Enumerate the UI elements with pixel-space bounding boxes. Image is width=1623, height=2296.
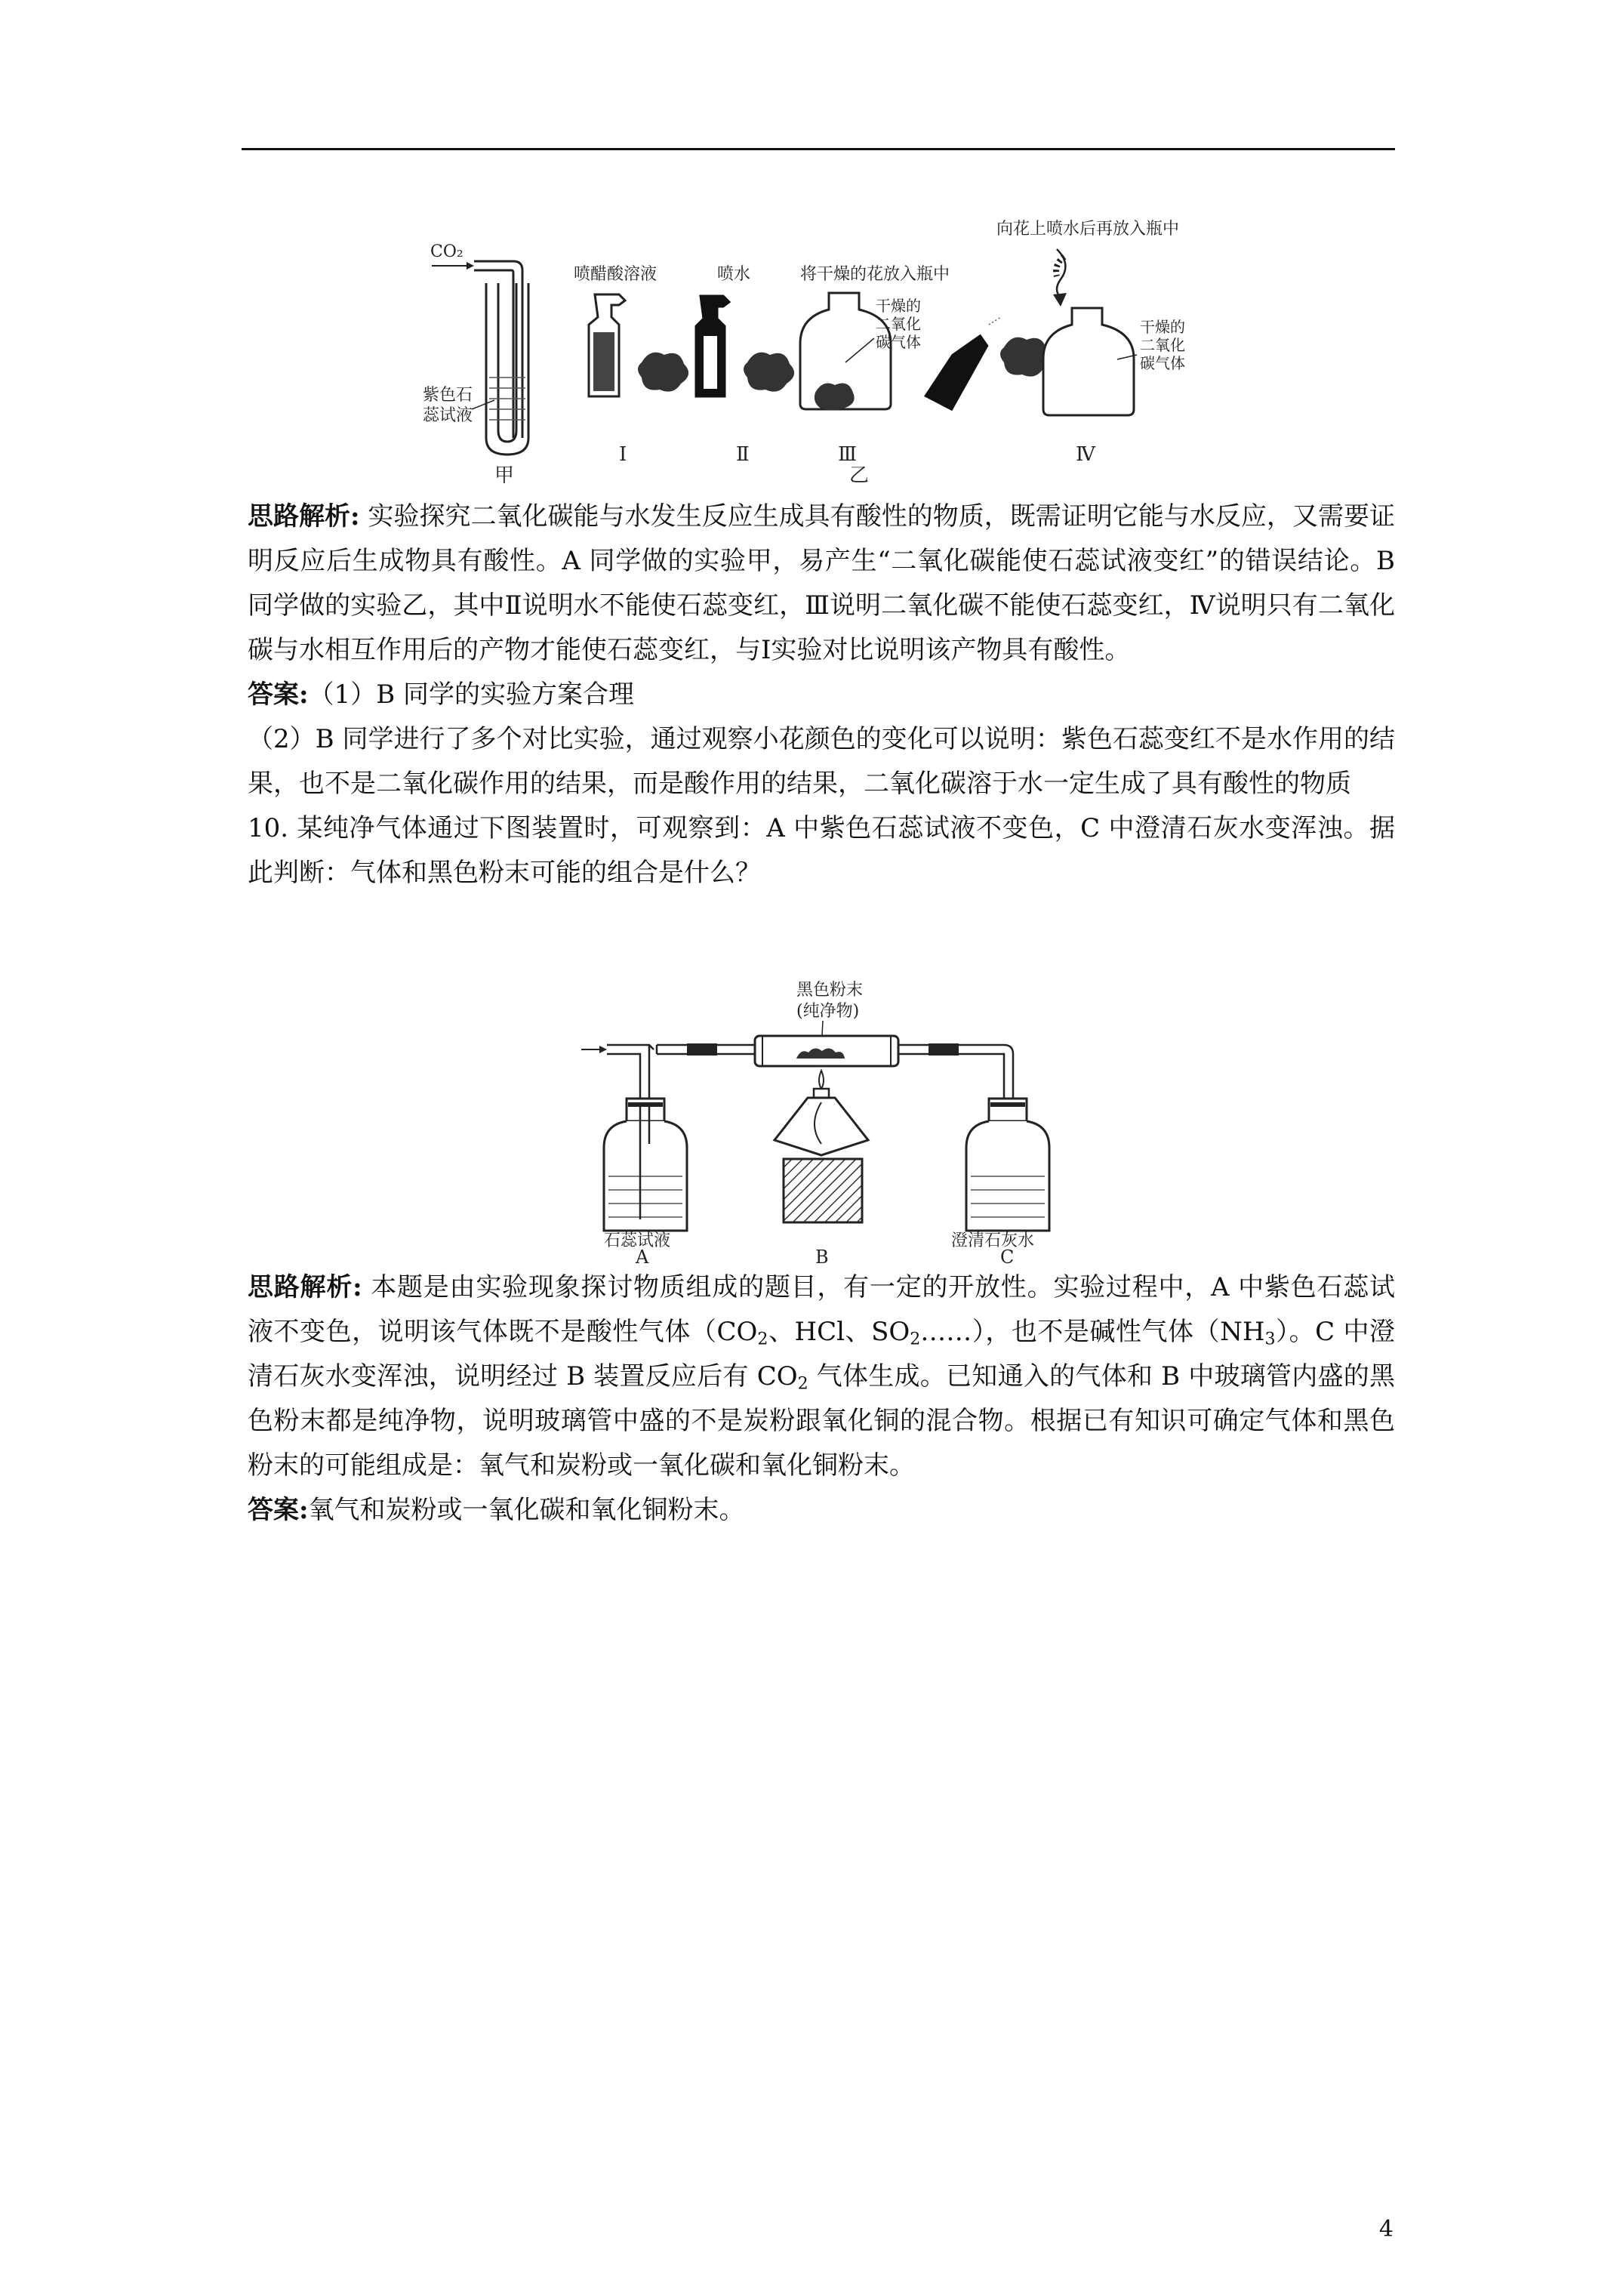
dry-co2-iv-label-3: 碳气体 bbox=[1140, 354, 1185, 372]
q10-analysis-block bbox=[248, 1265, 1395, 1533]
figure-yi-panel-4 bbox=[923, 220, 1185, 466]
q10-analysis-label: 思路解析: bbox=[248, 1272, 362, 1302]
q9-analysis-label: 思路解析: bbox=[248, 501, 360, 532]
q10-question: 10. 某纯净气体通过下图装置时，可观察到：A 中紫色石蕊试液不变色，C 中澄清石灰水变浑浊。据此判断：气体和黑色粉末可能的组合是什么？ bbox=[248, 813, 1395, 888]
q10-sub1: 2 bbox=[757, 1329, 768, 1349]
dry-co2-label-3: 碳气体 bbox=[876, 333, 921, 351]
q10-sub2: 2 bbox=[910, 1329, 921, 1349]
roman-4: Ⅳ bbox=[1076, 443, 1095, 466]
q10-answer-label: 答案: bbox=[248, 1495, 309, 1525]
q9-analysis-text: 实验探究二氧化碳能与水发生反应生成具有酸性的物质，既需证明它能与水反应，又需要证明反应后生成物具有酸性。A 同学做的实验甲，易产生“二氧化碳能使石蕊试液变红”的错误结论。B 同学做的实验乙，其中Ⅱ说明水不能使石蕊变红，Ⅲ说明二氧化碳不能使石蕊变红，Ⅳ说明只有二氧化碳与水相互作用后的产物才能使石蕊变红，与Ⅰ实验对比说明该产物具有酸性。 bbox=[248, 501, 1395, 665]
dry-co2-iv-label-1: 干燥的 bbox=[1140, 318, 1185, 336]
q9-answer-part1: （1）B 同学的实验方案合理 bbox=[308, 680, 634, 710]
figure-yi-panel-3 bbox=[800, 265, 950, 466]
spray-water-label: 喷水 bbox=[717, 265, 751, 284]
label-b: B bbox=[815, 1247, 829, 1265]
litmus-label-2: 蕊试液 bbox=[423, 406, 473, 425]
put-dry-flower-label: 将干燥的花放入瓶中 bbox=[800, 265, 950, 284]
q9-analysis-block bbox=[248, 495, 1395, 895]
spray-then-put-label: 向花上喷水后再放入瓶中 bbox=[996, 220, 1180, 239]
co2-label: CO₂ bbox=[430, 242, 463, 261]
label-a: A bbox=[636, 1247, 649, 1265]
dry-co2-iv-label-2: 二氧化 bbox=[1140, 336, 1185, 354]
q10-answer-text: 氧气和炭粉或一氧化碳和氧化铜粉末。 bbox=[308, 1495, 745, 1525]
q10-analysis-part5: 气体生成。已知通入的气体和 B 中玻璃管内盛的黑色粉末都是纯净物，说明玻璃管中盛的不是炭粉跟氧化铜的混合物。根据已有知识可确定气体和黑色粉末的可能组成是：氧气和炭粉或一氧化碳和氧化铜粉末。 bbox=[248, 1361, 1395, 1481]
q9-answer-label: 答案: bbox=[248, 680, 309, 710]
pure-label: (纯净物) bbox=[796, 1002, 860, 1021]
experiment-figure-jia-yi bbox=[393, 211, 1253, 483]
q10-analysis-part2: 、HCl、SO bbox=[768, 1317, 910, 1347]
litmus-label-1: 紫色石 bbox=[423, 386, 473, 405]
q9-answer-part2: （2）B 同学进行了多个对比实验，通过观察小花颜色的变化可以说明：紫色石蕊变红不是水作用的结果，也不是二氧化碳作用的结果，而是酸作用的结果，二氧化碳溶于水一定生成了具有酸性的物质 bbox=[248, 724, 1395, 799]
q10-analysis-part3: ……），也不是碱性气体（NH bbox=[920, 1317, 1265, 1347]
roman-2: Ⅱ bbox=[736, 443, 750, 466]
page-number: 4 bbox=[1378, 2216, 1394, 2242]
apparatus-figure-abc bbox=[581, 974, 1079, 1265]
header-rule bbox=[242, 148, 1395, 150]
q10-analysis-part4: ）。C 中澄清石灰水变浑浊，说明经过 B 装置反应后有 CO bbox=[248, 1317, 1395, 1391]
spray-acid-label: 喷醋酸溶液 bbox=[574, 265, 658, 284]
powder-label: 黑色粉末 bbox=[796, 981, 864, 1000]
figure-jia-test-tube bbox=[423, 242, 528, 483]
dry-co2-label-2: 二氧化 bbox=[876, 315, 921, 333]
label-c: C bbox=[1000, 1247, 1015, 1265]
figure-yi-panel-2 bbox=[696, 265, 794, 466]
q10-sub3: 3 bbox=[1264, 1329, 1276, 1349]
jia-label: 甲 bbox=[494, 464, 515, 483]
figure-yi-panel-1 bbox=[574, 265, 688, 466]
roman-3: Ⅲ bbox=[838, 443, 858, 466]
q10-analysis-part1: 本题是由实验现象探讨物质组成的题目，有一定的开放性。实验过程中，A 中紫色石蕊试液不变色，说明该气体既不是酸性气体（CO bbox=[248, 1272, 1395, 1347]
q10-sub4: 2 bbox=[797, 1373, 808, 1394]
dry-co2-label-1: 干燥的 bbox=[876, 297, 921, 315]
roman-1: Ⅰ bbox=[619, 443, 627, 466]
limewater-label: 澄清石灰水 bbox=[951, 1231, 1035, 1250]
litmus-solution-label: 石蕊试液 bbox=[604, 1231, 671, 1250]
yi-label: 乙 bbox=[849, 464, 870, 483]
